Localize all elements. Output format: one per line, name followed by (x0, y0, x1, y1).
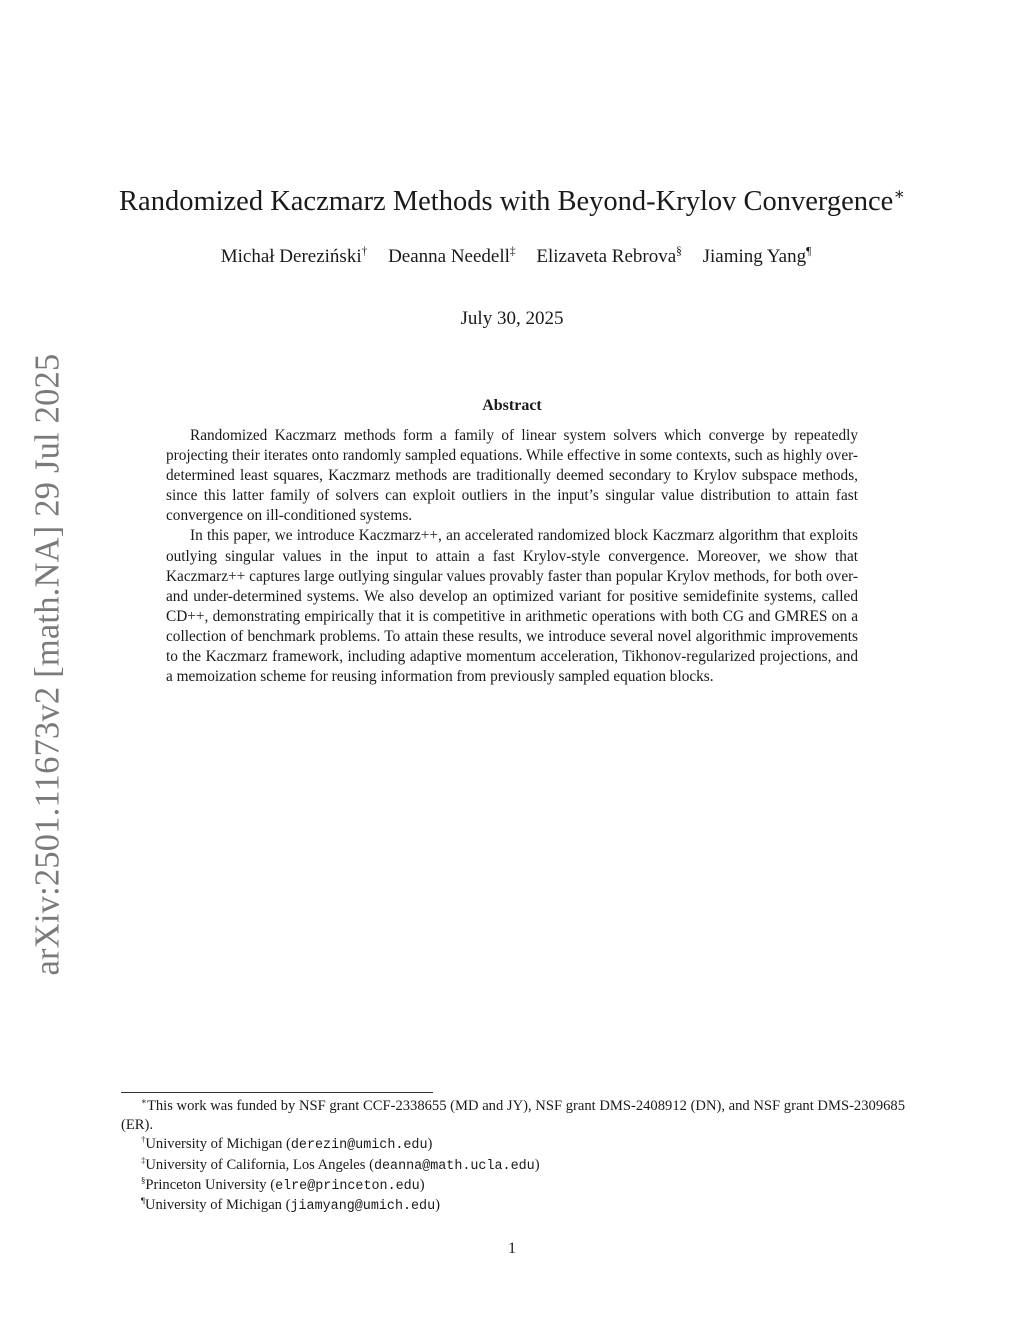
footnote-text: This work was funded by NSF grant CCF-2338655 (MD and JY), NSF grant DMS-2408912 (DN), and NSF grant DMS-2309685 (ER). (121, 1098, 906, 1134)
footnote-affiliation-1 (121, 1135, 905, 1155)
paper-title-text: Randomized Kaczmarz Methods with Beyond-Krylov Convergence (119, 186, 894, 217)
author-3 (536, 246, 682, 267)
footnote-affiliation-4 (121, 1196, 905, 1216)
abstract-paragraph-1: Randomized Kaczmarz methods form a family of linear system solvers which converge by repeatedly projecting their iterates onto randomly sampled equations. While effective in some contexts, such as highly over-determined least squares, Kaczmarz methods are traditionally deemed secondary to Krylov subspace methods, since this latter family of solvers can exploit outliers in the input’s singular value distribution to attain fast convergence on ill-conditioned systems. (166, 427, 858, 525)
author-2 (388, 246, 516, 267)
footnote-marker: ¶ (141, 1195, 145, 1206)
author-name: Michał Dereziński (220, 246, 362, 267)
abstract-heading: Abstract (482, 397, 542, 414)
author-name: Deanna Needell (388, 246, 510, 267)
footnote-text: University of California, Los Angeles ( (145, 1156, 374, 1173)
footnote-text: University of Michigan ( (144, 1197, 291, 1214)
author-name: Jiaming Yang (702, 246, 807, 267)
author-marker: § (676, 245, 682, 258)
footnote-close: ) (427, 1136, 433, 1153)
footnote-affiliation-3 (121, 1176, 905, 1196)
paper-title (0, 184, 1024, 220)
footnote-email[interactable]: deanna@math.ucla.edu (373, 1158, 535, 1174)
footnote-divider (121, 1092, 433, 1093)
footnote-email[interactable]: elre@princeton.edu (275, 1178, 420, 1194)
footnote-marker: † (141, 1134, 146, 1145)
author-4 (703, 246, 812, 267)
footnote-marker: ∗ (141, 1096, 147, 1107)
author-marker: † (361, 245, 368, 258)
author-1 (221, 246, 368, 267)
author-marker: ‡ (509, 245, 516, 258)
abstract-body (166, 426, 858, 687)
footnotes (121, 1097, 905, 1216)
footnote-funding (121, 1097, 905, 1135)
author-name: Elizaveta Rebrova (536, 246, 677, 267)
footnote-marker: ‡ (141, 1154, 146, 1165)
arxiv-identifier-stamp (28, 353, 68, 975)
footnote-close: ) (419, 1176, 425, 1193)
abstract-paragraph-2: In this paper, we introduce Kaczmarz++, an accelerated randomized block Kaczmarz algorithm that exploits outlying singular values in the input to attain a fast Krylov-style convergence. Moreover, we show that Kaczmarz++ captures large outlying singular values provably faster than popular Krylov methods, for both over- and under-determined systems. We also develop an optimized variant for positive semidefinite systems, called CD++, demonstrating empirically that it is competitive in arithmetic operations with both CG and GMRES on a collection of benchmark problems. To attain these results, we introduce several novel algorithmic improvements to the Kaczmarz framework, including adaptive momentum acceleration, Tikhonov-regularized projections, and a memoization scheme for reusing information from previously sampled equation blocks. (166, 527, 858, 686)
arxiv-identifier-text: arXiv:2501.11673v2 [math.NA] 29 Jul 2025 (28, 353, 67, 975)
author-list (0, 244, 1024, 270)
footnote-marker: § (141, 1174, 146, 1185)
footnote-email[interactable]: derezin@umich.edu (290, 1138, 428, 1154)
footnote-text: University of Michigan ( (145, 1136, 291, 1153)
footnote-email[interactable]: jiamyang@umich.edu (290, 1199, 436, 1215)
footnote-close: ) (534, 1156, 540, 1173)
publication-date: July 30, 2025 (460, 308, 564, 329)
footnote-close: ) (435, 1197, 441, 1214)
author-marker: ¶ (806, 245, 812, 258)
footnote-affiliation-2 (121, 1156, 905, 1176)
page-number: 1 (508, 1240, 516, 1257)
title-footnote-marker: ∗ (893, 184, 905, 204)
footnote-text: Princeton University ( (145, 1176, 276, 1193)
